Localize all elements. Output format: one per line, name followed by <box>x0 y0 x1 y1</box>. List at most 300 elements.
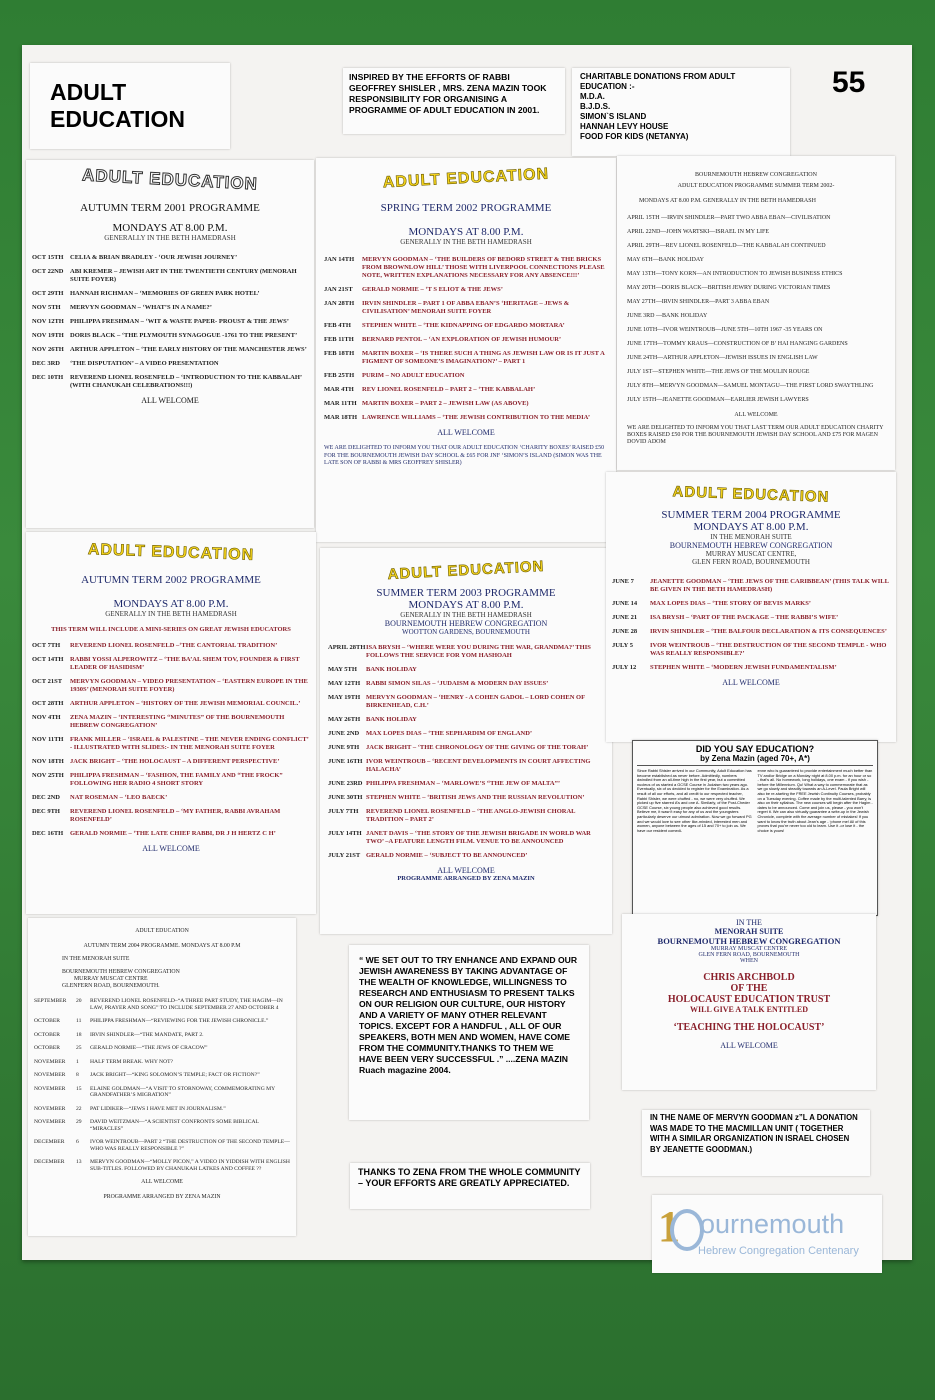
list-item <box>32 678 310 694</box>
list-item <box>324 256 608 280</box>
autumn-2004-venue-3: MURRAY MUSCAT CENTRE <box>74 976 148 982</box>
list-item: JUNE 17TH—TOMMY KRAUS—CONSTRUCTION OF B’ HAI HANGING GARDENS <box>627 341 848 347</box>
talk: REVEREND LIONEL ROSENFELD – ‘INTRODUCTION TO THE KABBALAH’ (WITH CHANUKAH CELEBRATIONS!!!) <box>70 374 302 389</box>
date: MAR 4TH <box>324 386 354 393</box>
list-item: MAY 6TH—BANK HOLIDAY <box>627 257 705 263</box>
talk: IVOR WEINTROUB – ‘THE DESTRUCTION OF THE SECOND TEMPLE - WHO WAS REALLY RESPONSIBLE?’ <box>650 642 887 657</box>
talk: ABI KREMER – JEWISH ART IN THE TWENTIETH CENTURY (MENORAH SUITE FOYER) <box>70 268 297 283</box>
summer-2002-line-2: ADULT EDUCATION PROGRAMME SUMMER TERM 2002- <box>677 183 835 189</box>
summer-2004-mondays: MONDAYS AT 8.00 P.M. <box>693 521 809 533</box>
donation-item: M.D.A. <box>580 92 605 101</box>
list-item <box>612 578 890 594</box>
talk: JACK BRIGHT – ‘THE CHRONOLOGY OF THE GIVING OF THE TORAH’ <box>366 744 589 751</box>
date: DEC 9TH <box>32 808 60 815</box>
list-item <box>328 730 604 738</box>
list-item <box>328 758 604 774</box>
list-item <box>34 1159 290 1172</box>
date: JUNE 21 <box>612 614 638 621</box>
list-item <box>34 1045 290 1052</box>
autumn-2002-sheet <box>26 532 316 914</box>
talk: IRVIN SHINDLER – ‘THE BALFOUR DECLARATION & ITS CONSEQUENCES’ <box>650 628 887 635</box>
donation-item: B.J.D.S. <box>580 102 611 111</box>
month: DECEMBER <box>34 1139 65 1145</box>
list-item: APRIL 22ND—JOHN WARTSKI—ISRAEL IN MY LIFE <box>627 229 770 235</box>
talk: PHILIPPA FRESHMAN – ‘FASHION, THE FAMILY AND “THE FROCK” FOLLOWING HER RADIO 4 SHORT STORY <box>70 772 283 787</box>
day: 20 <box>76 998 82 1004</box>
donations-heading: CHARITABLE DONATIONS FROM ADULT EDUCATION :- <box>580 72 736 91</box>
article-title: DID YOU SAY EDUCATION? <box>695 744 815 754</box>
summer-2003-header: ADULT EDUCATION <box>387 557 545 584</box>
talk: JANET DAVIS – ‘THE STORY OF THE JEWISH BRIGADE IN WORLD WAR TWO’ –A FEATURE LENGTH FILM. VENUE TO BE ANNOUNCED <box>366 830 591 845</box>
talk: STEPHEN WHITE – ‘THE KIDNAPPING OF EDGARDO MORTARA’ <box>362 322 565 329</box>
date: DEC 2ND <box>32 794 60 801</box>
list-item <box>34 1119 290 1132</box>
talk: MERVYN GOODMAN – ‘WHAT’S IN A NAME?’ <box>70 304 212 311</box>
talk: HANNAH RICHMAN – ‘MEMORIES OF GREEN PARK HOTEL’ <box>70 290 260 297</box>
list-item <box>32 700 310 708</box>
talk: ARTHUR APPLETON – ‘THE EARLY HISTORY OF THE MANCHESTER JEWS’ <box>70 346 307 353</box>
list-item <box>34 998 290 1011</box>
talk: PAT LIDIKER—“JEWS I HAVE MET IN JOURNALISM.” <box>90 1105 226 1112</box>
summer-2003-line-3: WOOTTON GARDENS, BOURNEMOUTH <box>401 628 530 636</box>
list-item <box>324 372 608 380</box>
talk: GERALD NORMIE – ‘SUBJECT TO BE ANNOUNCED’ <box>366 852 528 859</box>
talk: LAWRENCE WILLIAMS – ‘THE JEWISH CONTRIBUTION TO THE MEDIA’ <box>362 414 591 421</box>
talk: GERALD NORMIE—“THE JEWS OF CRACOW” <box>90 1045 208 1051</box>
holocaust-trust: HOLOCAUST EDUCATION TRUST <box>667 994 831 1005</box>
list-item <box>32 360 308 368</box>
list-item <box>328 852 604 860</box>
article-column-2: enne who is guaranteed to provide entertainment much better than TV and/or Bridge on a Monday night at 8.00 p.m. for an hour or so - that’s all. No homework, long holidays, one exam - if you wish - before the Millennium. Qu! What a way to commemorate that as we go slowly and steadily towards an A-Level. Paula Bright will also be re-starting the FREE Jewish Continuity Courses, probably on a Tuesday evening. Coffee made by the multi-talented Barry, is also on their syllabus. The new courses will begin after the Hagim - dates to be announced. Come and join us, please - you won’t regret it. We can also virtually guarantee a write-up in the Jewish Chronicle, complete with the average number of mistakes! If you want to know the truth about Jean’s age - ‘phone me! All of this proves that you’re never too old to learn. Use it -or lose it - the choice is yours! <box>757 768 873 833</box>
date: JUNE 14 <box>612 600 638 607</box>
list-item <box>32 290 308 298</box>
article-columns <box>637 769 873 833</box>
list-item <box>324 336 608 344</box>
autumn-2004-sheet <box>28 918 296 1236</box>
date: NOV 5TH <box>32 304 61 311</box>
list-item <box>32 346 308 354</box>
date: JUNE 2ND <box>328 730 360 737</box>
holocaust-line-3: BOURNEMOUTH HEBREW CONGREGATION <box>657 936 841 946</box>
list-item: JULY 1ST—STEPHEN WHITE—THE JEWS OF THE MOULIN ROUGE <box>627 369 810 375</box>
day: 6 <box>76 1139 79 1145</box>
list-item <box>32 254 308 262</box>
talk: ‘THE DISPUTATION’ – A VIDEO PRESENTATION <box>70 360 219 367</box>
list-item <box>324 350 608 366</box>
talk: JACK BRIGHT—“KING SOLOMON’S TEMPLE; FACT OR FICTION?” <box>90 1072 260 1078</box>
autumn-2001-header: ADULT EDUCATION <box>81 165 259 194</box>
summer-2003-welcome: ALL WELCOME <box>437 866 495 875</box>
list-item <box>612 628 890 636</box>
list-item <box>32 332 308 340</box>
talk: DORIS BLACK – ‘THE PLYMOUTH SYNAGOGUE -1761 TO THE PRESENT’ <box>70 332 298 339</box>
talk: BANK HOLIDAY <box>366 716 417 723</box>
list-item <box>328 794 604 802</box>
day: 11 <box>76 1018 82 1024</box>
list-item <box>612 642 890 658</box>
date: NOV 25TH <box>32 772 64 779</box>
list-item <box>328 716 604 724</box>
date: JULY 5 <box>612 642 634 649</box>
list-item <box>32 268 308 284</box>
talk: HALF TERM BREAK. WHY NOT? <box>90 1058 174 1065</box>
list-item: JUNE 10TH—IVOR WEINTROUB—JUNE 5TH—10TH 1967 -35 YEARS ON <box>627 327 823 333</box>
list-item <box>32 374 308 390</box>
month: NOVEMBER <box>34 1072 66 1078</box>
talk: MAX LOPES DIAS – ‘THE STORY OF BEVIS MARKS’ <box>650 600 811 607</box>
talk: ZENA MAZIN – ‘INTERESTING “MINUTES” OF THE BOURNEMOUTH HEBREW CONGREGATION’ <box>70 714 285 729</box>
list-item <box>328 744 604 752</box>
day: 25 <box>76 1045 82 1051</box>
list-item <box>324 400 608 408</box>
talk: STEPHEN WHITE – ‘MODERN JEWISH FUNDAMENTALISM’ <box>650 664 837 671</box>
list-item <box>328 780 604 788</box>
did-you-say-education-article <box>632 740 878 916</box>
month: OCTOBER <box>34 1031 61 1038</box>
summer-2004-sheet <box>606 472 896 742</box>
date: JUNE 9TH <box>328 744 360 751</box>
thanks-box <box>350 1163 590 1209</box>
spring-2002-note: WE ARE DELIGHTED TO INFORM YOU THAT OUR ADULT EDUCATION ‘CHARITY BOXES’ RAISED £50 FOR THE BOURNEMOUTH JEWISH DAY SCHOOL & £65 FOR JNF ‘SIMON’S ISLAND (SIMON WAS THE LATE SON OF RABBI & MRS GEOFFREY SHISLER) <box>324 445 605 466</box>
talk: REVEREND LIONEL ROSENFELD – ‘THE ANGLO-JEWISH CHORAL TRADITION – PART 2’ <box>366 808 576 823</box>
talk: FRANK MILLER – ‘ISRAEL & PALESTINE – THE NEVER ENDING CONFLICT’ - ILLUSTRATED WITH SLIDES:- IN THE MENORAH SUITE FOYER <box>70 736 309 751</box>
list-item <box>324 322 608 330</box>
talk: MERVYN GOODMAN—“MOLLY PICON,” A VIDEO IN YIDDISH WITH ENGLISH SUB-TITLES. FOLLOWED BY CHANUKAH LATKES AND COFFEE ?? <box>90 1159 290 1172</box>
title-box <box>30 63 230 149</box>
talk: MERVYN GOODMAN – ‘THE BUILDERS OF BEDORD STREET & THE BRICKS FROM BROWNLOW HILL’ THOSE WITH LIVERPOOL CONNECTIONS PLEASE NOTE, WRITTEN EXPLANATIONS NECESSARY FOR ANY ABSENCE!!!’ <box>362 256 605 279</box>
talk: DAVID WEITZMAN—“A SCIENTIST CONFRONTS SOME BIBLICAL “MIRACLES” <box>90 1119 259 1132</box>
date: JUNE 30TH <box>328 794 363 801</box>
autumn-2002-general: GENERALLY IN THE BETH HAMEDRASH <box>105 610 237 618</box>
date: OCT 29TH <box>32 290 64 297</box>
day: 22 <box>76 1105 82 1112</box>
date: APRIL 28TH <box>328 644 366 651</box>
summer-2004-line-3: MURRAY MUSCAT CENTRE, <box>705 550 797 558</box>
month: DECEMBER <box>34 1159 65 1165</box>
spring-2002-general: GENERALLY IN THE BETH HAMEDRASH <box>400 238 532 246</box>
talk: JACK BRIGHT – ‘THE HOLOCAUST – A DIFFERENT PERSPECTIVE’ <box>70 758 280 765</box>
list-item <box>328 680 604 688</box>
date: FEB 25TH <box>324 372 355 379</box>
holocaust-line-5: GLEN FERN ROAD, BOURNEMOUTH <box>698 952 800 958</box>
date: DEC 10TH <box>32 374 64 381</box>
summer-2003-term: SUMMER TERM 2003 PROGRAMME <box>376 587 556 599</box>
list-item <box>612 614 890 622</box>
date: OCT 22ND <box>32 268 64 275</box>
holocaust-line-1: IN THE <box>736 918 762 927</box>
list-item <box>32 714 310 730</box>
list-item <box>32 656 310 672</box>
memorial-box <box>642 1110 870 1176</box>
day: 18 <box>76 1031 82 1038</box>
autumn-2002-term: AUTUMN TERM 2002 PROGRAMME <box>81 574 261 586</box>
date: NOV 12TH <box>32 318 64 325</box>
list-item <box>324 386 608 394</box>
autumn-2002-mondays: MONDAYS AT 8.00 P.M. <box>113 598 229 610</box>
logo-wordmark: ournemouth <box>700 1209 845 1239</box>
date: OCT 28TH <box>32 700 64 707</box>
summer-2003-mondays: MONDAYS AT 8.00 P.M. <box>408 599 524 611</box>
autumn-2004-arranged: PROGRAMME ARRANGED BY ZENA MAZIN <box>103 1194 221 1200</box>
talk: MARTIN BOXER – ‘IS THERE SUCH A THING AS JEWISH LAW OR IS IT JUST A FIGMENT OF SOMEONE’S IMAGINATION?’ – PART 1 <box>362 350 605 365</box>
quote-box <box>349 945 589 1120</box>
list-item <box>328 666 604 674</box>
board-number: 55 <box>832 66 866 99</box>
date: NOV 18TH <box>32 758 64 765</box>
summer-2004-line-4: GLEN FERN ROAD, BOURNEMOUTH <box>692 558 810 566</box>
list-item: MAY 27TH—IRVIN SHINDLER—PART 3 ABBA EBAN <box>627 299 770 305</box>
date: NOV 26TH <box>32 346 64 353</box>
autumn-2004-venue-4: GLENFERN ROAD, BOURNEMOUTH. <box>62 983 160 989</box>
day: 15 <box>76 1085 82 1092</box>
list-item: JULY 15TH—JEANETTE GOODMAN—EARLIER JEWISH LAWYERS <box>627 397 809 403</box>
talk: RABBI YOSSI ALPEROWITZ – ‘THE BA’AL SHEM TOV, FOUNDER & FIRST LEADER OF HASIDISM’ <box>70 656 300 671</box>
date: JAN 21ST <box>324 286 353 293</box>
summer-2003-arranged: PROGRAMME ARRANGED BY ZENA MAZIN <box>397 875 535 882</box>
talk: GERALD NORMIE – ‘T S ELIOT & THE JEWS’ <box>362 286 503 293</box>
month: NOVEMBER <box>34 1058 66 1065</box>
date: JAN 14TH <box>324 256 355 263</box>
date: DEC 3RD <box>32 360 60 367</box>
summer-2004-line-1: IN THE MENORAH SUITE <box>710 533 792 541</box>
list-item <box>32 808 310 824</box>
list-item: MAY 13TH—TONY KORN—AN INTRODUCTION TO JEWISH BUSINESS ETHICS <box>627 271 843 277</box>
month: NOVEMBER <box>34 1119 66 1125</box>
month: OCTOBER <box>34 1018 61 1024</box>
holocaust-will: WILL GIVE A TALK ENTITLED <box>690 1005 808 1014</box>
list-item <box>324 414 608 422</box>
holocaust-line-4: MURRAY MUSCAT CENTRE <box>710 946 788 952</box>
autumn-2001-mondays: MONDAYS AT 8.00 P.M. <box>112 222 228 234</box>
autumn-2002-intro: THIS TERM WILL INCLUDE A MINI-SERIES ON GREAT JEWISH EDUCATORS <box>51 626 291 633</box>
talk: ISA BRYSH – ‘WHERE WERE YOU DURING THE WAR, GRANDMA?’ THIS FOLLOWS THE SERVICE FOR YOM HASHOAH <box>366 644 591 659</box>
talk: PURIM – NO ADULT EDUCATION <box>362 372 465 379</box>
date: FEB 4TH <box>324 322 351 329</box>
list-item <box>34 1032 290 1039</box>
holocaust-of: OF THE <box>730 983 768 994</box>
talk: GERALD NORMIE – ‘THE LATE CHIEF RABBI, DR J H HERTZ C H’ <box>70 830 276 837</box>
list-item <box>328 830 604 846</box>
month: NOVEMBER <box>34 1105 66 1112</box>
donation-item: SIMON`S ISLAND <box>580 112 647 121</box>
holocaust-line-2: MENORAH SUITE <box>714 927 784 936</box>
summer-2002-note: WE ARE DELIGHTED TO INFORM YOU THAT LAST TERM OUR ADULT EDUCATION CHARITY BOXES RAISED £50 FOR THE BOURNEMOUTH JEWISH DAY SCHOOL AND £75 FOR MAGEN DOVID ADOM <box>627 425 884 445</box>
list-item <box>34 1106 290 1113</box>
inspired-text: INSPIRED BY THE EFFORTS OF RABBI GEOFFREY SHISLER , MRS. ZENA MAZIN TOOK RESPONSIBILITY FOR ORGANISING A PROGRAMME OF ADULT EDUCATION IN 2001. <box>349 72 547 115</box>
autumn-2001-term: AUTUMN TERM 2001 PROGRAMME <box>80 202 260 214</box>
talk: STEPHEN WHITE – ‘BRITISH JEWS AND THE RUSSIAN REVOLUTION’ <box>366 794 585 801</box>
list-item <box>612 600 890 608</box>
autumn-2001-general: GENERALLY IN THE BETH HAMEDRASH <box>104 234 236 242</box>
list-item <box>328 694 604 710</box>
list-item <box>34 1018 290 1025</box>
autumn-2001-welcome: ALL WELCOME <box>141 396 199 405</box>
autumn-2004-term: AUTUMN TERM 2004 PROGRAMME. MONDAYS AT 8.00 P.M <box>83 943 241 949</box>
autumn-2004-welcome: ALL WELCOME <box>141 1179 183 1185</box>
summer-2002-line-3: MONDAYS AT 8.00 P.M. GENERALLY IN THE BETH HAMEDRASH <box>639 198 816 204</box>
list-item <box>32 304 308 312</box>
summer-2003-line-1: GENERALLY IN THE BETH HAMEDRASH <box>400 611 532 619</box>
list-item <box>324 300 608 316</box>
autumn-2004-venue-1: IN THE MENORAH SUITE <box>62 956 130 962</box>
list-item <box>34 1059 290 1066</box>
autumn-2001-sheet <box>26 160 314 528</box>
holocaust-welcome: ALL WELCOME <box>720 1041 778 1050</box>
summer-2004-line-2: BOURNEMOUTH HEBREW CONGREGATION <box>669 541 833 550</box>
date: NOV 11TH <box>32 736 64 743</box>
spring-2002-header: ADULT EDUCATION <box>382 165 550 192</box>
spring-2002-mondays: MONDAYS AT 8.00 P.M. <box>408 226 524 238</box>
date: MAR 18TH <box>324 414 358 421</box>
list-item <box>612 664 890 672</box>
holocaust-talk-sheet <box>622 914 876 1090</box>
spring-2002-term: SPRING TERM 2002 PROGRAMME <box>380 202 552 214</box>
talk: JEANETTE GOODMAN – ‘THE JEWS OF THE CARIBBEAN’ (THIS TALK WILL BE GIVEN IN THE BETH HAMEDRASH) <box>650 578 889 593</box>
summer-2003-line-2: BOURNEMOUTH HEBREW CONGREGATION <box>384 619 548 628</box>
talk: REVEREND LIONEL ROSENFELD–“A THREE PART STUDY, THE HAGIM—IN LAW, PRAYER AND SONG” TO INCLUDE SEPTEMBER 27 AND OCTOBER 4 <box>90 998 283 1011</box>
spring-2002-sheet <box>316 158 616 542</box>
centenary-logo <box>652 1195 882 1273</box>
summer-2004-welcome: ALL WELCOME <box>722 678 780 687</box>
list-item <box>32 318 308 326</box>
summer-2004-header: ADULT EDUCATION <box>672 483 830 506</box>
day: 1 <box>76 1058 79 1065</box>
talk: REV LIONEL ROSENFELD – PART 2 – ‘THE KABBALAH’ <box>362 386 536 393</box>
date: OCT 21ST <box>32 678 63 685</box>
day: 8 <box>76 1072 79 1078</box>
day: 13 <box>76 1159 82 1165</box>
spring-2002-welcome: ALL WELCOME <box>437 428 495 437</box>
logo-subtitle: Hebrew Congregation Centenary <box>698 1245 859 1257</box>
talk: PHILIPPA FRESHMAN – ‘MARLOWE’S “THE JEW OF MALTA”’ <box>366 780 560 787</box>
date: JULY 21ST <box>328 852 361 859</box>
list-item <box>32 642 310 650</box>
talk: PHILIPPA FRESHMAN—“REVIEWING FOR THE JEWISH CHRONICLE.” <box>90 1018 269 1024</box>
date: MAY 12TH <box>328 680 361 687</box>
date: JUNE 28 <box>612 628 638 635</box>
list-item <box>32 758 310 766</box>
memorial-text: IN THE NAME OF MERVYN GOODMAN z”L A DONATION WAS MADE TO THE MACMILLAN UNIT ( TOGETHER WITH A SIMILAR ORGANIZATION IN ISRAEL CHOSEN BY JEANETTE GOODMAN.) <box>650 1113 858 1154</box>
autumn-2004-venue-2: BOURNEMOUTH HEBREW CONGREGATION <box>62 969 180 975</box>
date: NOV 19TH <box>32 332 64 339</box>
date: FEB 18TH <box>324 350 355 357</box>
list-item <box>328 644 604 660</box>
autumn-2002-welcome: ALL WELCOME <box>142 844 200 853</box>
month: NOVEMBER <box>34 1085 66 1092</box>
list-item <box>324 286 608 294</box>
date: DEC 16TH <box>32 830 64 837</box>
talk: IVOR WEINTROUB—PART 2 “THE DESTRUCTION OF THE SECOND TEMPLE—WHO WAS REALLY RESPONSIBLE ?” <box>90 1139 290 1152</box>
donations-box <box>572 68 790 156</box>
summer-2002-sheet <box>617 156 895 470</box>
date: JAN 28TH <box>324 300 355 307</box>
talk: ELAINE GOLDMAN—“A VISIT TO STORNOWAY, COMMEMORATING MY GRANDFATHER’S MIGRATION” <box>90 1085 275 1098</box>
date: OCT 7TH <box>32 642 61 649</box>
date: JULY 12 <box>612 664 637 671</box>
summer-2004-term: SUMMER TERM 2004 PROGRAMME <box>661 509 841 521</box>
quote-text: “ WE SET OUT TO TRY ENHANCE AND EXPAND OUR JEWISH AWARENESS BY TAKING ADVANTAGE OF THE WEALTH OF KNOWLEDGE, WILLINGNESS TO RESEARCH AND ENTHUSIASM TO PRESENT TALKS ON OUR RELIGION OUR CULTURE, OUR HISTORY AND A VARIETY OF MANY OTHER RELEVANT TOPICS. EXCEPT FOR A HANDFUL , ALL OF OUR SPEAKERS, BOTH MEN AND WOMEN, HAVE COME FROM THE COMMUNITY.THANKS TO THEM WE HAVE BEEN VERY SUCCESSFUL .” ....ZENA MAZIN Ruach magazine 2004. <box>359 955 578 1075</box>
list-item: JUNE 3RD —BANK HOLIDAY <box>627 313 708 319</box>
talk: BANK HOLIDAY <box>366 666 417 673</box>
list-item: JULY 8TH—MERVYN GOODMAN—SAMUEL MONTAGU—THE FIRST LORD SWAYTHLING <box>627 383 874 389</box>
talk: MERVYN GOODMAN – VIDEO PRESENTATION – ‘EASTERN EUROPE IN THE 1930S’ (MENORAH SUITE FOYER) <box>70 678 308 693</box>
article-column-1: Since Rabbi Shisler arrived in our Community, Adult Education has become established as never before. Admittedly, numbers dwindled from an all-time high in the first year, but a committed nucleus of us started a GCSE Course in Judaism two years ago. Eventually, six of us decided to register for the Examination. As a result of all our efforts, and all credit to our respected teacher, Rabbi Shisler, we were chuffed - no, we were very chuffed. We picked up five starred A’s and one A. Similarly, of the Post-Cheder GCSE Course, six young people also achieved good results. Believe me, it wasn’t easy for any of us and the youngsters particularly deserve our utmost admiration. Now we go forward PG and we would love to see other like-minded, interested men and women, anyone between the ages of 15 and 70+ to join us. We have our resident comedi- <box>637 768 752 833</box>
summer-2002-line-1: BOURNEMOUTH HEBREW CONGREGATION <box>695 172 817 178</box>
talk: IRVIN SHINDLER – PART 1 OF ABBA EBAN’S ‘HERITAGE – JEWS & CIVILISATION’ MENORAH SUITE FOYER <box>362 300 570 315</box>
talk: CELIA & BRIAN BRADLEY - ‘OUR JEWISH JOURNEY’ <box>70 254 238 261</box>
talk: MARTIN BOXER – PART 2 – JEWISH LAW (AS ABOVE) <box>362 400 529 407</box>
list-item: JUNE 24TH—ARTHUR APPLETON—JEWISH ISSUES IN ENGLISH LAW <box>627 355 818 361</box>
autumn-2002-header: ADULT EDUCATION <box>87 541 255 564</box>
date: JUNE 7 <box>612 578 634 585</box>
list-item <box>32 772 310 788</box>
talk: MAX LOPES DIAS – ‘THE SEPHARDIM OF ENGLAND’ <box>366 730 533 737</box>
date: JULY 7TH <box>328 808 359 815</box>
date: OCT 15TH <box>32 254 64 261</box>
talk: NAT ROSEMAN – ‘LEO BAECK’ <box>70 794 168 801</box>
list-item <box>328 808 604 824</box>
date: FEB 11TH <box>324 336 354 343</box>
date: MAR 11TH <box>324 400 357 407</box>
list-item <box>34 1139 290 1152</box>
list-item <box>32 794 310 802</box>
talk: REVEREND LIONEL ROSENFELD – ‘MY FATHER, RABBI AVRAHAM ROSENFELD’ <box>70 808 281 823</box>
date: OCT 14TH <box>32 656 64 663</box>
date: JUNE 23RD <box>328 780 363 787</box>
talk: RABBI SIMON SILAS – ‘JUDAISM & MODERN DAY ISSUES’ <box>366 680 549 687</box>
holocaust-talk-title: ‘TEACHING THE HOLOCAUST’ <box>673 1022 825 1033</box>
donation-item: FOOD FOR KIDS (NETANYA) <box>580 132 689 141</box>
list-item <box>34 1086 290 1099</box>
autumn-2004-title: ADULT EDUCATION <box>135 928 189 934</box>
talk: ISA BRYSH – ‘PART OF THE PACKAGE – THE RABBI’S WIFE’ <box>650 614 839 621</box>
list-item <box>32 830 310 838</box>
article-byline: by Zena Mazin (aged 70+, A*) <box>637 754 873 766</box>
talk: REVEREND LIONEL ROSENFELD –‘THE CANTORIAL TRADITION’ <box>70 642 278 649</box>
donation-item: HANNAH LEVY HOUSE <box>580 122 669 131</box>
date: MAY 19TH <box>328 694 361 701</box>
talk: MERVYN GOODMAN – ‘HENRY - A COHEN GADOL – LORD COHEN OF BIRKENHEAD, C.H.’ <box>366 694 585 709</box>
talk: IRVIN SHINDLER—“THE MANDATE, PART 2. <box>90 1031 204 1038</box>
talk: PHILIPPA FRESHMAN – ‘WIT & WASTE PAPER- PROUST & THE JEWS’ <box>70 318 289 325</box>
talk: ARTHUR APPLETON – ‘HISTORY OF THE JEWISH MEMORIAL COUNCIL.’ <box>70 700 301 707</box>
date: JULY 14TH <box>328 830 362 837</box>
logo-mark: 1 <box>658 1202 680 1251</box>
holocaust-speaker: CHRIS ARCHBOLD <box>703 972 795 983</box>
title-line-2: EDUCATION <box>50 106 186 132</box>
day: 29 <box>76 1119 82 1125</box>
list-item <box>34 1072 290 1079</box>
inspired-box <box>343 68 565 134</box>
date: MAY 5TH <box>328 666 357 673</box>
list-item <box>32 736 310 752</box>
summer-2003-sheet <box>320 548 612 934</box>
date: MAY 26TH <box>328 716 361 723</box>
talk: IVOR WEINTROUB – ‘RECENT DEVELOPMENTS IN COURT AFFECTING HALACHA’ <box>366 758 591 773</box>
thanks-text: THANKS TO ZENA FROM THE WHOLE COMMUNITY – YOUR EFFORTS ARE GREATLY APPRECIATED. <box>358 1167 581 1188</box>
list-item: APRIL 15TH —IRVIN SHINDLER—PART TWO ABBA EBAN—CIVILISATION <box>627 215 831 221</box>
month: SEPTEMBER <box>34 998 67 1004</box>
month: OCTOBER <box>34 1045 61 1051</box>
holocaust-line-6: WHEN <box>740 958 758 964</box>
talk: BERNARD PENTOL – ‘AN EXPLORATION OF JEWISH HUMOUR’ <box>362 336 562 343</box>
title-line-1: ADULT <box>50 79 127 105</box>
date: NOV 4TH <box>32 714 61 721</box>
list-item: MAY 20TH—DORIS BLACK—BRITISH JEWRY DURING VICTORIAN TIMES <box>627 285 831 291</box>
summer-2002-welcome: ALL WELCOME <box>734 412 778 418</box>
list-item: APRIL 29TH—REV LIONEL ROSENFELD—THE KABBALAH CONTINUED <box>627 243 826 249</box>
date: JUNE 16TH <box>328 758 363 765</box>
